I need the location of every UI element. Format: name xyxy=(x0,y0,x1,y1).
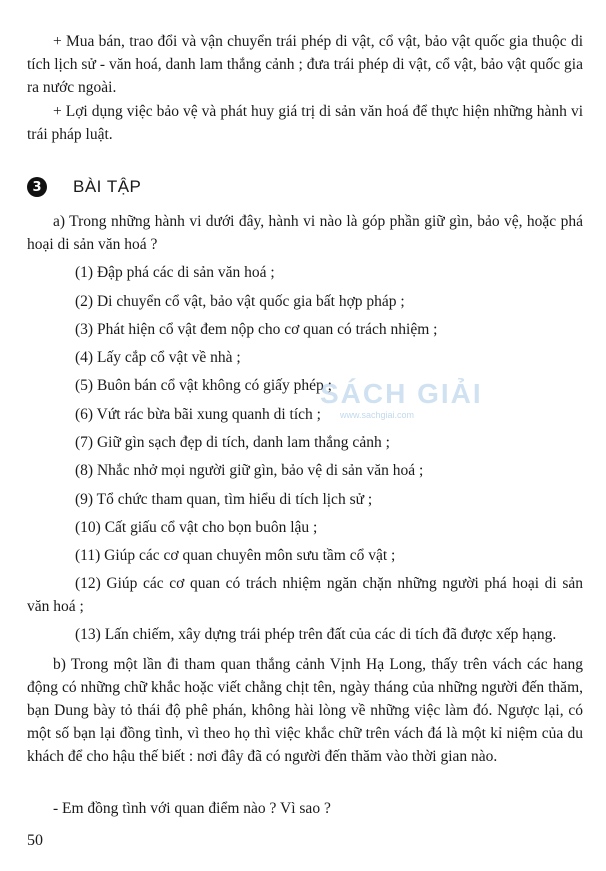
exercise-a-item-11: (11) Giúp các cơ quan chuyên môn sưu tầm cổ vật ; xyxy=(75,547,396,564)
exercise-a-item-2: (2) Di chuyển cổ vật, bảo vật quốc gia bất hợp pháp ; xyxy=(75,293,405,310)
intro-paragraph-1: + Mua bán, trao đổi và vận chuyển trái phép di vật, cổ vật, bảo vật quốc gia thuộc di tích lịch sử - văn hoá, danh lam thắng cảnh ; đưa trái phép di vật, cổ vật, bảo vật quốc gia ra nước ngoài. xyxy=(27,33,583,96)
exercise-a-item-4: (4) Lấy cắp cổ vật về nhà ; xyxy=(75,349,241,366)
exercise-a-item-10: (10) Cất giấu cổ vật cho bọn buôn lậu ; xyxy=(75,519,318,536)
exercise-a-item-3: (3) Phát hiện cổ vật đem nộp cho cơ quan có trách nhiệm ; xyxy=(75,321,438,338)
exercise-a-item-12: (12) Giúp các cơ quan có trách nhiệm ngăn chặn những người phá hoại di sản văn hoá ; xyxy=(27,575,583,615)
exercise-a-item-13: (13) Lấn chiếm, xây dựng trái phép trên đất của các di tích đã được xếp hạng. xyxy=(75,626,557,643)
exercise-b-question: - Em đồng tình với quan điểm nào ? Vì sao ? xyxy=(53,800,331,817)
section-title: BÀI TẬP xyxy=(73,177,142,196)
exercise-b-paragraph: b) Trong một lần đi tham quan thắng cảnh Vịnh Hạ Long, thấy trên vách các hang động có những chữ khắc hoặc viết chằng chịt tên, ngày tháng của những người đến thăm, bạn Dung bày tỏ thái độ phê phán, không hài lòng về những việc làm đó. Ngược lại, có một số bạn lại đồng tình, vì theo họ thì việc khắc chữ trên vách đá là một kỉ niệm của du khách để cho hậu thế biết : nơi đây đã có người đến thăm vào thời gian nào. xyxy=(27,656,583,765)
intro-paragraph-2: + Lợi dụng việc bảo vệ và phát huy giá trị di sản văn hoá để thực hiện những hành vi trái pháp luật. xyxy=(27,103,583,143)
exercise-a-item-1: (1) Đập phá các di sản văn hoá ; xyxy=(75,264,275,281)
exercise-a-item-8: (8) Nhắc nhở mọi người giữ gìn, bảo vệ di sản văn hoá ; xyxy=(75,462,424,479)
exercise-a-item-7: (7) Giữ gìn sạch đẹp di tích, danh lam thắng cảnh ; xyxy=(75,434,390,451)
section-heading xyxy=(27,176,141,198)
section-number-badge: 3 xyxy=(27,177,47,197)
exercise-a-prompt: a) Trong những hành vi dưới đây, hành vi nào là góp phần giữ gìn, bảo vệ, hoặc phá hoại di sản văn hoá ? xyxy=(27,213,583,253)
page-number: 50 xyxy=(27,832,43,849)
watermark-logo: SÁCH GIẢI xyxy=(320,378,483,409)
watermark-url: www.sachgiai.com xyxy=(340,410,415,420)
exercise-a-item-6: (6) Vứt rác bừa bãi xung quanh di tích ; xyxy=(75,406,321,423)
exercise-a-item-5: (5) Buôn bán cổ vật không có giấy phép ; xyxy=(75,377,332,394)
exercise-a-item-9: (9) Tổ chức tham quan, tìm hiểu di tích lịch sử ; xyxy=(75,491,373,508)
